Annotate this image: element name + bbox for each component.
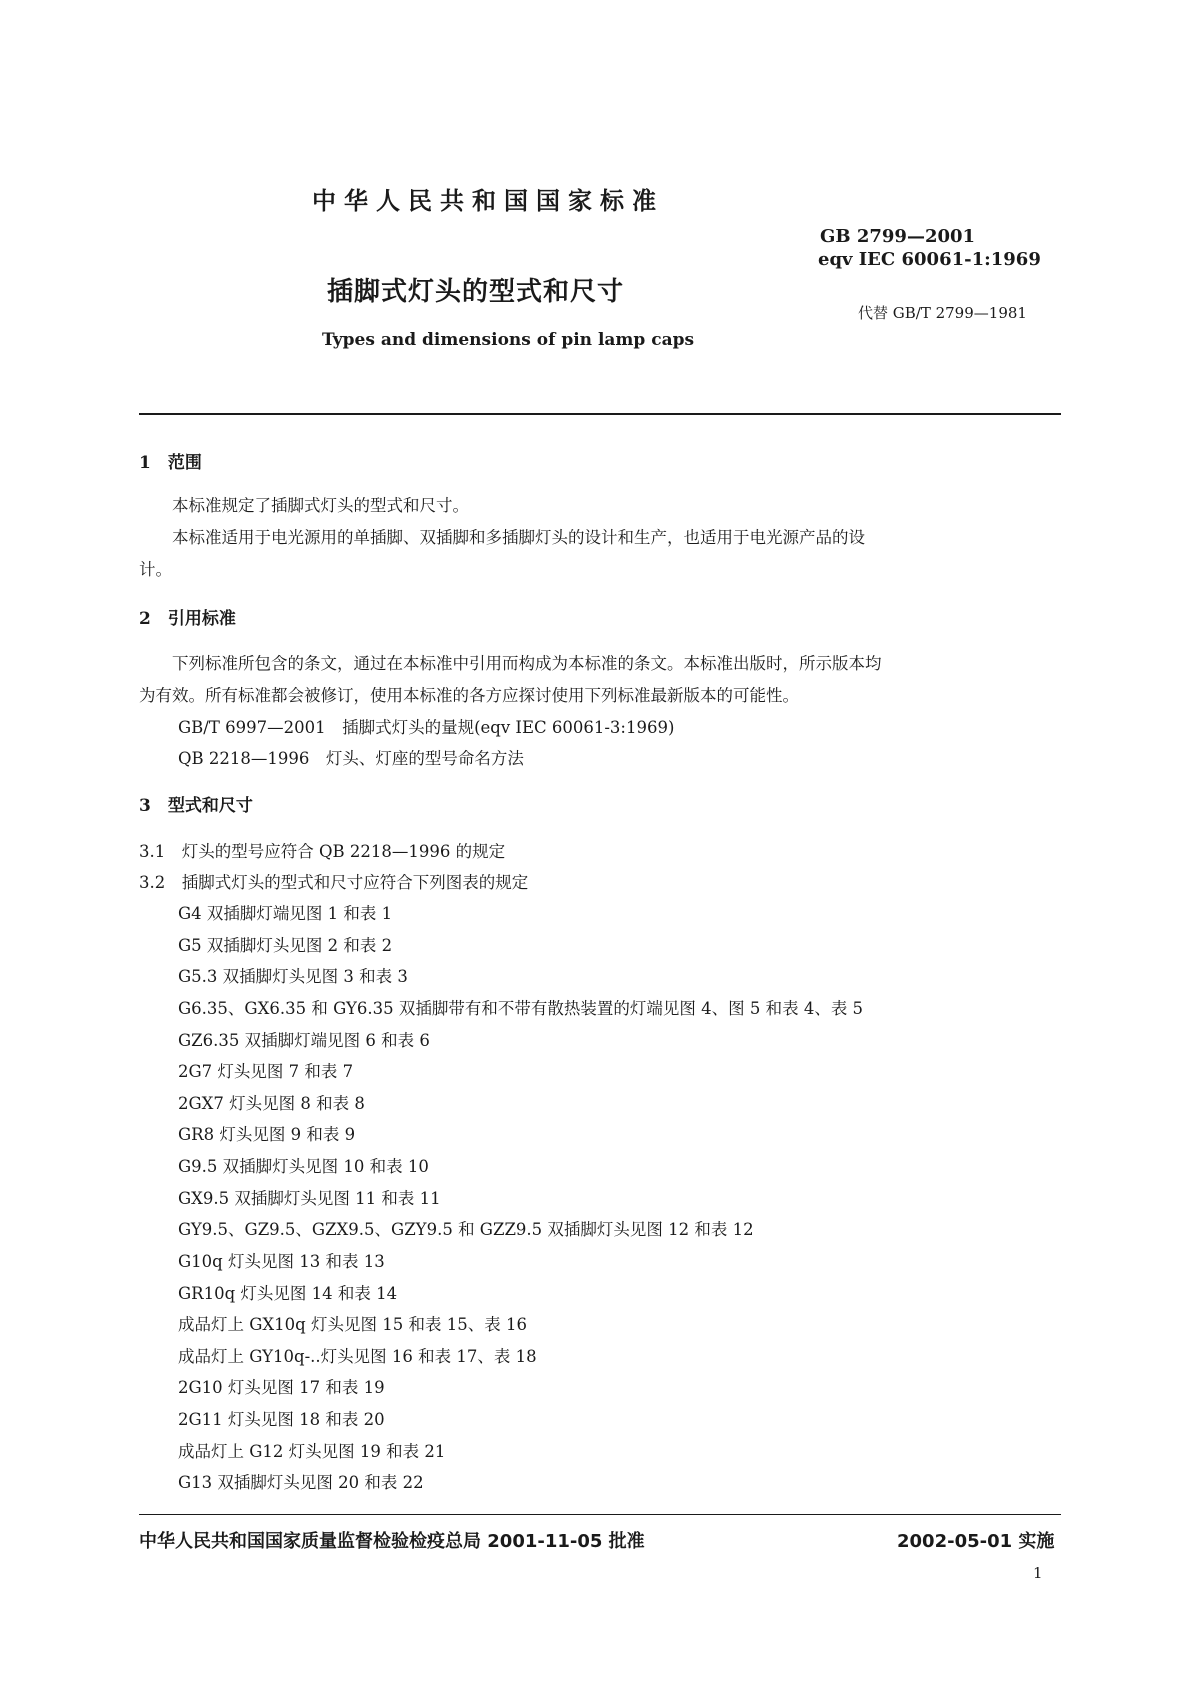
section-1-paragraph-2-line-2: 计。 — [139, 560, 172, 579]
header-divider — [139, 413, 1061, 415]
approval-line: 中华人民共和国国家质量监督检验检疫总局 2001-11-05 批准 — [139, 1531, 645, 1552]
list-item: GZ6.35 双插脚灯端见图 6 和表 6 — [178, 1031, 430, 1050]
list-item: 2GX7 灯头见图 8 和表 8 — [178, 1094, 365, 1113]
list-item: GR10q 灯头见图 14 和表 14 — [178, 1284, 398, 1303]
list-item: 成品灯上 GX10q 灯头见图 15 和表 15、表 16 — [178, 1315, 527, 1334]
document-title-en: Types and dimensions of pin lamp caps — [322, 330, 695, 350]
clause-3-2: 3.2 插脚式灯头的型式和尺寸应符合下列图表的规定 — [139, 873, 529, 892]
list-item: GY9.5、GZ9.5、GZX9.5、GZY9.5 和 GZZ9.5 双插脚灯头见图 12 和表 12 — [178, 1220, 754, 1239]
section-2-paragraph-line-2: 为有效。所有标准都会被修订，使用本标准的各方应探讨使用下列标准最新版本的可能性。 — [139, 686, 799, 705]
national-standard-header: 中华人民共和国国家标准 — [312, 186, 664, 215]
implementation-date: 2002-05-01 实施 — [897, 1531, 1055, 1552]
list-item: GX9.5 双插脚灯头见图 11 和表 11 — [178, 1189, 441, 1208]
list-item: G4 双插脚灯端见图 1 和表 1 — [178, 904, 393, 923]
normative-reference-2: QB 2218—1996 灯头、灯座的型号命名方法 — [178, 749, 524, 768]
list-item: 成品灯上 GY10q-..灯头见图 16 和表 17、表 18 — [178, 1347, 537, 1366]
list-item: GR8 灯头见图 9 和表 9 — [178, 1125, 356, 1144]
list-item: G5.3 双插脚灯头见图 3 和表 3 — [178, 967, 408, 986]
section-1-paragraph-1: 本标准规定了插脚式灯头的型式和尺寸。 — [172, 496, 469, 515]
section-1-paragraph-2-line-1: 本标准适用于电光源用的单插脚、双插脚和多插脚灯头的设计和生产，也适用于电光源产品的设 — [172, 528, 865, 547]
section-1-heading: 1 范围 — [139, 453, 202, 473]
section-2-paragraph-line-1: 下列标准所包含的条文，通过在本标准中引用而构成为本标准的条文。本标准出版时，所示版本均 — [172, 654, 882, 673]
page-number: 1 — [1033, 1564, 1043, 1582]
replaces-standard: 代替 GB/T 2799—1981 — [858, 304, 1027, 322]
section-3-heading: 3 型式和尺寸 — [139, 796, 253, 816]
normative-reference-1: GB/T 6997—2001 插脚式灯头的量规(eqv IEC 60061-3:1969) — [178, 718, 675, 737]
section-2-heading: 2 引用标准 — [139, 609, 236, 629]
list-item: G5 双插脚灯头见图 2 和表 2 — [178, 936, 393, 955]
list-item: 2G10 灯头见图 17 和表 19 — [178, 1378, 385, 1397]
equivalent-standard: eqv IEC 60061-1:1969 — [818, 249, 1041, 270]
list-item: 2G7 灯头见图 7 和表 7 — [178, 1062, 354, 1081]
list-item: G10q 灯头见图 13 和表 13 — [178, 1252, 385, 1271]
list-item: G9.5 双插脚灯头见图 10 和表 10 — [178, 1157, 429, 1176]
footer-divider — [139, 1514, 1061, 1515]
list-item: 成品灯上 G12 灯头见图 19 和表 21 — [178, 1442, 446, 1461]
list-item: G6.35、GX6.35 和 GY6.35 双插脚带有和不带有散热装置的灯端见图 4、图 5 和表 4、表 5 — [178, 999, 864, 1018]
document-title-cn: 插脚式灯头的型式和尺寸 — [327, 277, 625, 307]
list-item: 2G11 灯头见图 18 和表 20 — [178, 1410, 385, 1429]
list-item: G13 双插脚灯头见图 20 和表 22 — [178, 1473, 424, 1492]
clause-3-1: 3.1 灯头的型号应符合 QB 2218—1996 的规定 — [139, 842, 506, 861]
standard-number: GB 2799—2001 — [820, 226, 976, 247]
